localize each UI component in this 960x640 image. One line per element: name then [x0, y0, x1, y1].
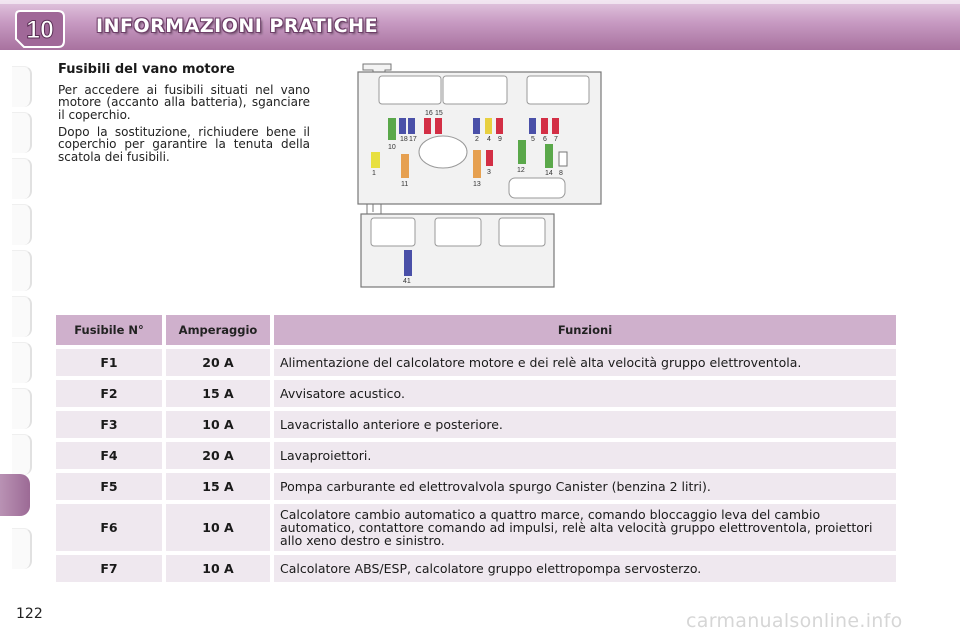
header-amperage: Amperaggio	[166, 315, 270, 345]
chapter-number-badge	[14, 9, 66, 49]
fuse-amperage: 15 A	[166, 380, 270, 407]
table-row	[56, 349, 896, 376]
side-tab-3[interactable]	[12, 158, 32, 199]
page-number: 122	[16, 606, 43, 622]
chapter-number: 10	[26, 16, 54, 44]
fuse-amperage: 20 A	[166, 442, 270, 469]
replacement-paragraph: Dopo la sostituzione, richiudere bene il coperchio per garantire la tenuta della scatola dei fusibili.	[58, 125, 310, 164]
fuse-label-6: 6	[543, 136, 547, 143]
table-row	[56, 473, 896, 500]
fuse-label-15: 15	[435, 110, 443, 117]
chapter-header	[0, 0, 960, 50]
engine-fuse-box-diagram	[355, 62, 605, 290]
table-row	[56, 504, 896, 551]
fuse-amperage: 20 A	[166, 349, 270, 376]
fuse-label-9: 9	[498, 136, 502, 143]
fuse-label-2: 2	[475, 136, 479, 143]
header-functions: Funzioni	[274, 315, 896, 345]
fuse-function: Calcolatore cambio automatico a quattro marce, comando bloccaggio leva del cambio automatico, contattore comando ad impulsi, relè alta velocità gruppo elettroventola, proiettori allo xeno destro e sinistro.	[274, 504, 896, 551]
watermark: carmanualsonline.info	[686, 610, 903, 632]
fuse-label-11: 11	[401, 181, 409, 188]
side-tab-9[interactable]	[12, 434, 32, 475]
fuse-number: F3	[56, 411, 162, 438]
fuse-number: F4	[56, 442, 162, 469]
fuse-function: Alimentazione del calcolatore motore e dei relè alta velocità gruppo elettroventola.	[274, 349, 896, 376]
table-row	[56, 380, 896, 407]
fuse-label-8: 8	[559, 170, 563, 177]
side-tab-5[interactable]	[12, 250, 32, 291]
table-row	[56, 411, 896, 438]
fuse-label-10: 10	[388, 144, 396, 151]
fuse-number: F1	[56, 349, 162, 376]
side-tab-6[interactable]	[12, 296, 32, 337]
side-tab-7[interactable]	[12, 342, 32, 383]
fuse-label-1: 1	[372, 170, 376, 177]
fuse-label-13: 13	[473, 181, 481, 188]
fuse-label-3: 3	[487, 169, 491, 176]
side-tab-4[interactable]	[12, 204, 32, 245]
side-tab-10-active[interactable]	[0, 474, 30, 516]
fuse-amperage: 10 A	[166, 411, 270, 438]
fuse-label-7: 7	[554, 136, 558, 143]
side-tab-1[interactable]	[12, 66, 32, 107]
fuse-label-16: 16	[425, 110, 433, 117]
fuse-table	[52, 311, 900, 586]
fuse-table-header	[56, 315, 896, 345]
fuse-label-5: 5	[531, 136, 535, 143]
section-title: Fusibili del vano motore	[58, 62, 235, 77]
table-row	[56, 555, 896, 582]
chapter-title: INFORMAZIONI PRATICHE	[96, 15, 379, 37]
fuse-function: Calcolatore ABS/ESP, calcolatore gruppo elettropompa servosterzo.	[274, 555, 896, 582]
fuse-function: Pompa carburante ed elettrovalvola spurgo Canister (benzina 2 litri).	[274, 473, 896, 500]
intro-paragraph: Per accedere ai fusibili situati nel vano motore (accanto alla batteria), sganciare il coperchio.	[58, 83, 310, 122]
fuse-label-12: 12	[517, 167, 525, 174]
fuse-number: F7	[56, 555, 162, 582]
fuse-number: F5	[56, 473, 162, 500]
fuse-function: Lavacristallo anteriore e posteriore.	[274, 411, 896, 438]
side-tab-8[interactable]	[12, 388, 32, 429]
fuse-amperage: 10 A	[166, 504, 270, 551]
header-fuse-number: Fusibile N°	[56, 315, 162, 345]
fuse-number: F2	[56, 380, 162, 407]
fuse-label-18: 18	[400, 136, 408, 143]
fuse-label-41: 41	[403, 278, 411, 285]
fuse-label-14: 14	[545, 170, 553, 177]
fuse-label-17: 17	[409, 136, 417, 143]
header-shine	[0, 0, 960, 4]
fuse-label-4: 4	[487, 136, 491, 143]
fuse-function: Avvisatore acustico.	[274, 380, 896, 407]
fuse-amperage: 15 A	[166, 473, 270, 500]
side-tab-2[interactable]	[12, 112, 32, 153]
side-tab-11[interactable]	[12, 528, 32, 569]
fuse-number: F6	[56, 504, 162, 551]
chapter-side-tabs	[0, 62, 34, 582]
fuse-function: Lavaproiettori.	[274, 442, 896, 469]
table-row	[56, 442, 896, 469]
fuse-amperage: 10 A	[166, 555, 270, 582]
